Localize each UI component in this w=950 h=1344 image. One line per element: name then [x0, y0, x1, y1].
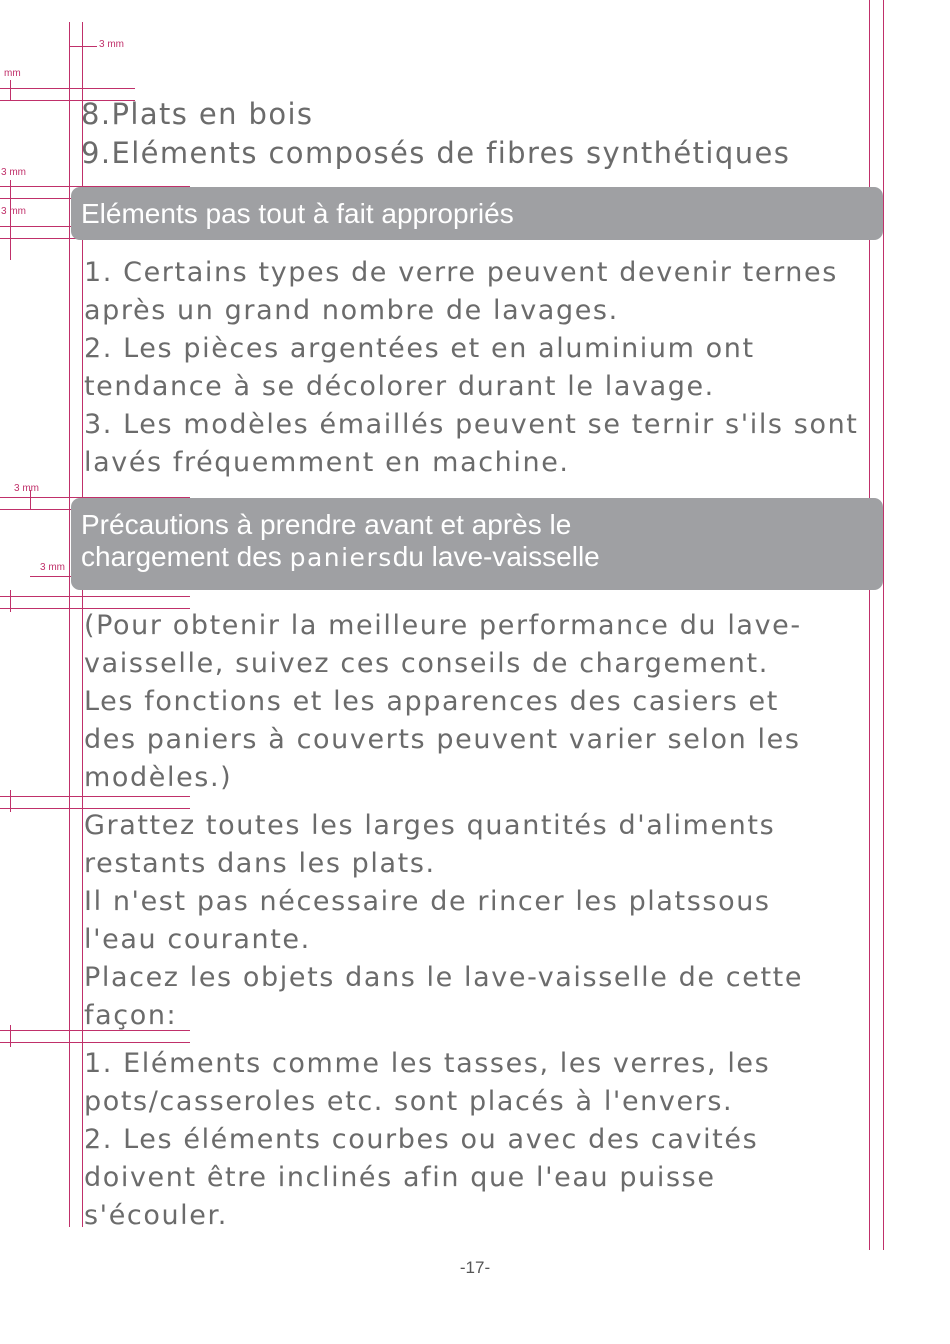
- body-text-line: restants dans les plats.: [84, 848, 436, 879]
- body-text-line: 2. Les pièces argentées et en aluminium ont: [84, 333, 755, 364]
- body-text-line: l'eau courante.: [84, 924, 311, 955]
- guide-mark: [10, 80, 11, 100]
- guide-mark: [69, 22, 70, 1227]
- body-text-line: des paniers à couverts peuvent varier selon les: [84, 724, 801, 755]
- body-text-line: s'écouler.: [84, 1200, 228, 1231]
- section-heading: Précautions à prendre avant et après le: [81, 509, 572, 540]
- body-text-line: 2. Les éléments courbes ou avec des cavités: [84, 1124, 759, 1155]
- body-text-line: Il n'est pas nécessaire de rincer les platssous: [84, 886, 771, 917]
- page-number: -17-: [459, 1258, 491, 1277]
- list-item: 9.Eléments composés de fibres synthétiques: [81, 136, 791, 170]
- section-heading-part: du lave-vaisselle: [392, 541, 600, 572]
- section-heading-bar: [71, 187, 883, 240]
- crop-mark-label: 3 mm: [40, 562, 65, 573]
- body-text-line: Grattez toutes les larges quantités d'aliments: [84, 810, 776, 841]
- section-heading: [81, 541, 600, 573]
- body-text-line: tendance à se décolorer durant le lavage.: [84, 371, 715, 402]
- body-text-line: (Pour obtenir la meilleure performance du lave-: [84, 610, 802, 641]
- section-heading-part: chargement des: [81, 541, 290, 572]
- body-text-line: modèles.): [84, 762, 233, 793]
- list-item: 8.Plats en bois: [81, 97, 314, 131]
- body-text-line: 1. Eléments comme les tasses, les verres, les: [84, 1048, 771, 1079]
- crop-mark-label: 3 mm: [14, 483, 39, 494]
- body-text-line: pots/casseroles etc. sont placés à l'envers.: [84, 1086, 734, 1117]
- body-text-line: 3. Les modèles émaillés peuvent se ternir s'ils sont: [84, 409, 859, 440]
- guide-mark: [10, 1025, 11, 1047]
- guide-mark: [883, 0, 884, 1250]
- section-heading-bar: [71, 498, 883, 590]
- body-text-line: doivent être inclinés afin que l'eau puisse: [84, 1162, 716, 1193]
- body-text-line: 1. Certains types de verre peuvent devenir ternes: [84, 257, 838, 288]
- guide-mark: [0, 88, 135, 89]
- guide-mark: [10, 180, 11, 260]
- guide-mark: [0, 596, 190, 597]
- guide-mark: [0, 1042, 190, 1043]
- crop-mark-label: mm: [4, 68, 21, 79]
- body-text-line: vaisselle, suivez ces conseils de chargement.: [84, 648, 769, 679]
- body-text-line: lavés fréquemment en machine.: [84, 447, 570, 478]
- crop-mark-label: 3 mm: [1, 167, 26, 178]
- crop-mark-label: 3 mm: [1, 206, 26, 217]
- body-text-line: Placez les objets dans le lave-vaisselle de cette: [84, 962, 804, 993]
- body-text-line: après un grand nombre de lavages.: [84, 295, 619, 326]
- section-heading: Eléments pas tout à fait appropriés: [81, 198, 514, 229]
- body-text-line: Les fonctions et les apparences des casiers et: [84, 686, 779, 717]
- crop-mark-label: 3 mm: [99, 39, 124, 50]
- guide-mark: [69, 46, 97, 47]
- body-text-line: façon:: [84, 1000, 178, 1031]
- section-heading-part: paniers: [289, 543, 393, 572]
